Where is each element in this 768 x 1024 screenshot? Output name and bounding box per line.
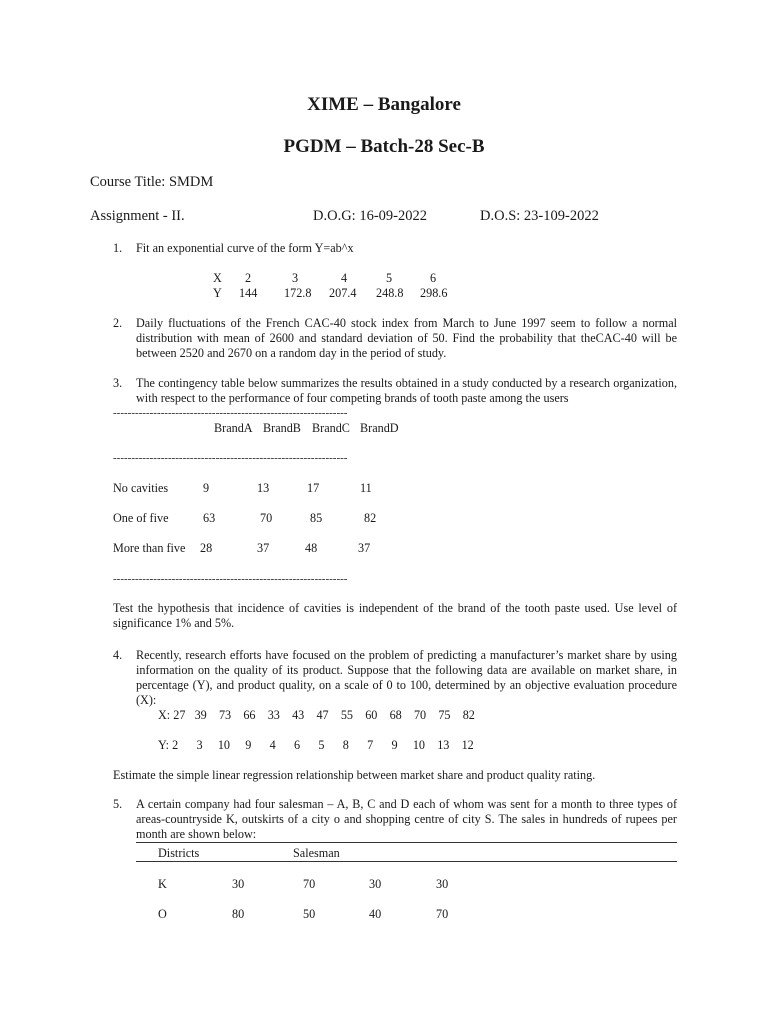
page-title: XIME – Bangalore	[307, 94, 461, 115]
q5-cell: 40	[369, 907, 382, 921]
q1-y-value: 144	[239, 286, 258, 300]
q3-cell: 63	[203, 511, 216, 525]
course-title: Course Title: SMDM	[90, 174, 214, 190]
q3-header: BrandB	[263, 421, 301, 435]
q3-cell: 9	[203, 481, 210, 495]
q5-cell: 80	[232, 907, 245, 921]
q1-y-label: Y	[213, 286, 222, 300]
q3-cell: 37	[358, 541, 371, 555]
q1-x-value: 5	[386, 271, 393, 285]
q5-top-rule	[136, 842, 677, 843]
q3-footer-text: Test the hypothesis that incidence of cavities is independent of the brand of the tooth paste used. Use level of significance 1% and 5%.	[113, 601, 677, 630]
q1-y-value: 207.4	[329, 286, 357, 300]
date-of-submission: D.O.S: 23-109-2022	[480, 208, 599, 224]
q1-x-value: 4	[341, 271, 348, 285]
assignment-label: Assignment - II.	[90, 208, 185, 224]
page-subtitle: PGDM – Batch-28 Sec-B	[283, 136, 485, 157]
q5-text: A certain company had four salesman – A, B, C and D each of whom was sent for a month to three types of areas-countryside K, outskirts of a city o and shopping centre of city S. The sales in hundreds of rupees per month are shown below:	[136, 797, 677, 841]
q5-cell: 50	[303, 907, 316, 921]
q3-cell: 82	[364, 511, 377, 525]
q1-number: 1.	[113, 241, 123, 255]
q4-number: 4.	[113, 648, 123, 662]
q4-text: Recently, research efforts have focused on the problem of predicting a manufacturer’s market share by using information on the quality of its product. Suppose that the following data are available on market share, in percentage (Y), and product quality, on a scale of 0 to 100, determined by an objective evaluation procedure (X):	[136, 648, 677, 707]
q2-number: 2.	[113, 316, 123, 330]
q1-y-value: 248.8	[376, 286, 404, 300]
q1-x-label: X	[213, 271, 222, 285]
q3-cell: 11	[360, 481, 372, 495]
q5-col-salesman: Salesman	[293, 846, 340, 860]
q3-cell: 48	[305, 541, 318, 555]
q3-dash-line: ----------------------------------------------------------------	[113, 452, 348, 464]
q5-header-rule	[136, 861, 677, 862]
q3-cell: 17	[307, 481, 320, 495]
q5-cell: 30	[369, 877, 382, 891]
date-of-giving: D.O.G: 16-09-2022	[313, 208, 427, 224]
q3-text: The contingency table below summarizes the results obtained in a study conducted by a research organization, with respect to the performance of four competing brands of tooth paste among the users	[136, 376, 677, 405]
q3-cell: 37	[257, 541, 270, 555]
q4-y-row: Y: 2 3 10 9 4 6 5 8 7 9 10 13 12	[158, 738, 474, 752]
q1-y-value: 298.6	[420, 286, 448, 300]
q5-row-label: O	[158, 907, 167, 921]
q1-x-value: 6	[430, 271, 437, 285]
q1-x-value: 2	[245, 271, 252, 285]
q1-y-value: 172.8	[284, 286, 312, 300]
q3-dash-line: ----------------------------------------------------------------	[113, 407, 348, 419]
q3-row-label: No cavities	[113, 481, 169, 495]
q3-number: 3.	[113, 376, 123, 390]
q3-cell: 85	[310, 511, 323, 525]
q5-row-label: K	[158, 877, 167, 891]
q3-cell: 70	[260, 511, 273, 525]
q1-text: Fit an exponential curve of the form Y=ab^x	[136, 241, 354, 255]
q3-header: BrandC	[312, 421, 350, 435]
q3-header: BrandD	[360, 421, 399, 435]
q5-cell: 30	[232, 877, 245, 891]
q3-header: BrandA	[214, 421, 253, 435]
q5-cell: 70	[436, 907, 449, 921]
q3-row-label: One of five	[113, 511, 169, 525]
q5-cell: 30	[436, 877, 449, 891]
q4-x-row: X: 27 39 73 66 33 43 47 55 60 68 70 75 82	[158, 708, 475, 722]
q4-estimate: Estimate the simple linear regression relationship between market share and product quality rating.	[113, 768, 596, 782]
q1-x-value: 3	[292, 271, 299, 285]
q3-cell: 28	[200, 541, 213, 555]
q5-col-districts: Districts	[158, 846, 200, 860]
q2-text: Daily fluctuations of the French CAC-40 stock index from March to June 1997 seem to follow a normal distribution with mean of 2600 and standard deviation of 50. Find the probability that theCAC-40 will be between 2520 and 2670 on a random day in the period of study.	[136, 316, 677, 360]
q3-row-label: More than five	[113, 541, 186, 555]
q5-cell: 70	[303, 877, 316, 891]
q3-dash-line: ----------------------------------------------------------------	[113, 573, 348, 585]
q3-cell: 13	[257, 481, 270, 495]
q5-number: 5.	[113, 797, 123, 811]
